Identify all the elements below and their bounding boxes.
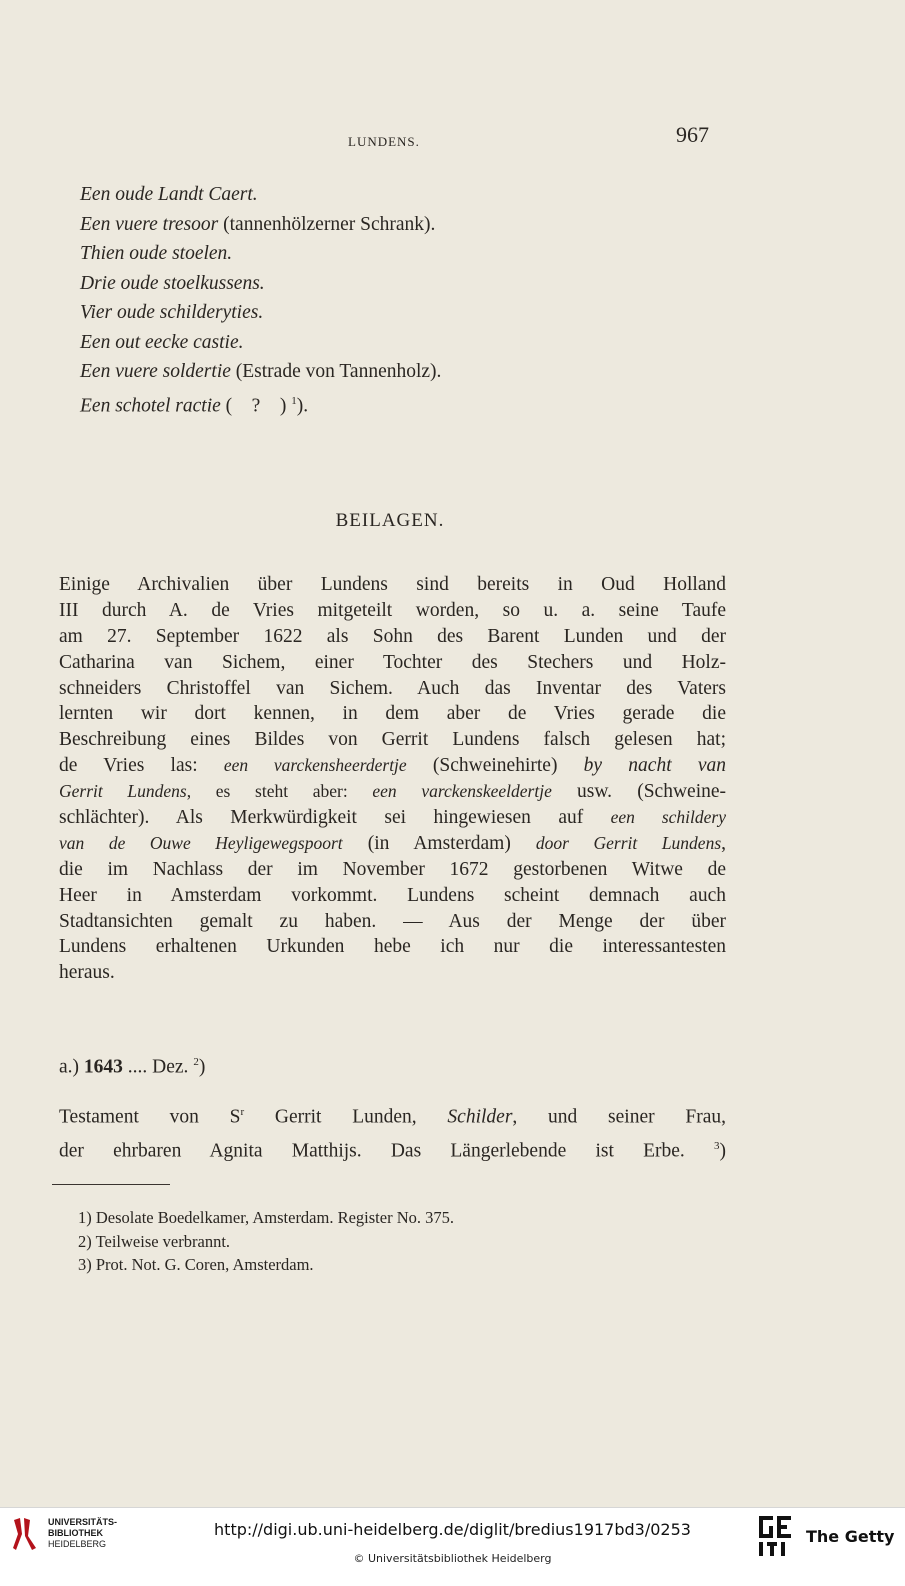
permalink-url[interactable]: http://digi.ub.uni-heidelberg.de/diglit/bredius1917bd3/0253 [214,1520,691,1539]
copyright-notice: © Universitätsbibliothek Heidelberg [353,1552,552,1565]
inventory-item: Een vuere soldertie (Estrade von Tannenholz). [80,361,442,382]
footnote-rule [52,1184,170,1185]
inventory-item: Vier oude schilderyties. [80,302,264,323]
testament-text: Testament von $S^r$ Gerrit Lunden, Schilder, und seiner Frau, der ehrbaren Agnita Matthijs. Das Längerlebende ist Erbe. $^3$) [59,1106,726,1161]
running-title: LUNDENS. [348,134,420,149]
footnotes [78,1206,454,1277]
footnote: 1) Desolate Boedelkamer, Amsterdam. Register No. 375. [78,1208,454,1227]
page-number: 967 [676,122,709,147]
getty-logo-icon [757,1514,793,1558]
inventory-item: Drie oude stoelkussens. [80,272,265,294]
section-heading: BEILAGEN. [335,510,445,531]
inventory-item: Een oude Landt Caert. [80,184,258,205]
footnote: 2) Teilweise verbrannt. [78,1231,231,1251]
inventory-item: Thien oude stoelen. [80,243,233,264]
entry-a: a.) 1643 .... Dez. $^2$) [59,1056,206,1078]
getty-name: The Getty [806,1527,895,1546]
university-library-name: UNIVERSITÄTS- BIBLIOTHEK HEIDELBERG [48,1517,118,1549]
inventory-list [80,180,441,421]
inventory-item: Een schotel ractie ( ? ) $^1$). [80,394,309,416]
footnote: 3) Prot. Not. G. Coren, Amsterdam. [78,1255,314,1274]
inventory-item: Een vuere tresoor (tannenhölzerner Schrank). [80,213,436,235]
body-paragraph: Einige Archivalien über Lundens sind bereits in Oud Holland III durch A. de Vries mitgeteilt worden, so u. a. seine Taufe am 27. September 1622 als Sohn des Barent Lunden und der Catharina van Sichem, einer Tochter des Stechers und Holz- schneiders Christoffel van Sichem. Auch das Inventar des Vaters lernten wir dort kennen, in dem aber de Vries gerade die Beschreibung eines Bildes von Gerrit Lundens falsch gelesen hat; de Vries las: een varckensheerdertje (Schweinehirte) by nacht van Gerrit Lundens, es steht aber: een varckenskeeldertje usw. (Schweine- schlächter). Als Merkwürdigkeit sei hingewiesen auf een schildery van de Ouwe Heyligewegspoort (in Amsterdam) door Gerrit Lundens, die im Nachlass der im November 1672 gestorbenen Witwe de Heer in Amsterdam vorkommt. Lundens scheint demnach auch Stadtansichten gemalt zu haben. — Aus der Menge der über Lundens erhaltenen Urkunden hebe ich nur die interessantesten heraus. [59,574,727,984]
inventory-item: Een out eecke castie. [80,331,244,353]
